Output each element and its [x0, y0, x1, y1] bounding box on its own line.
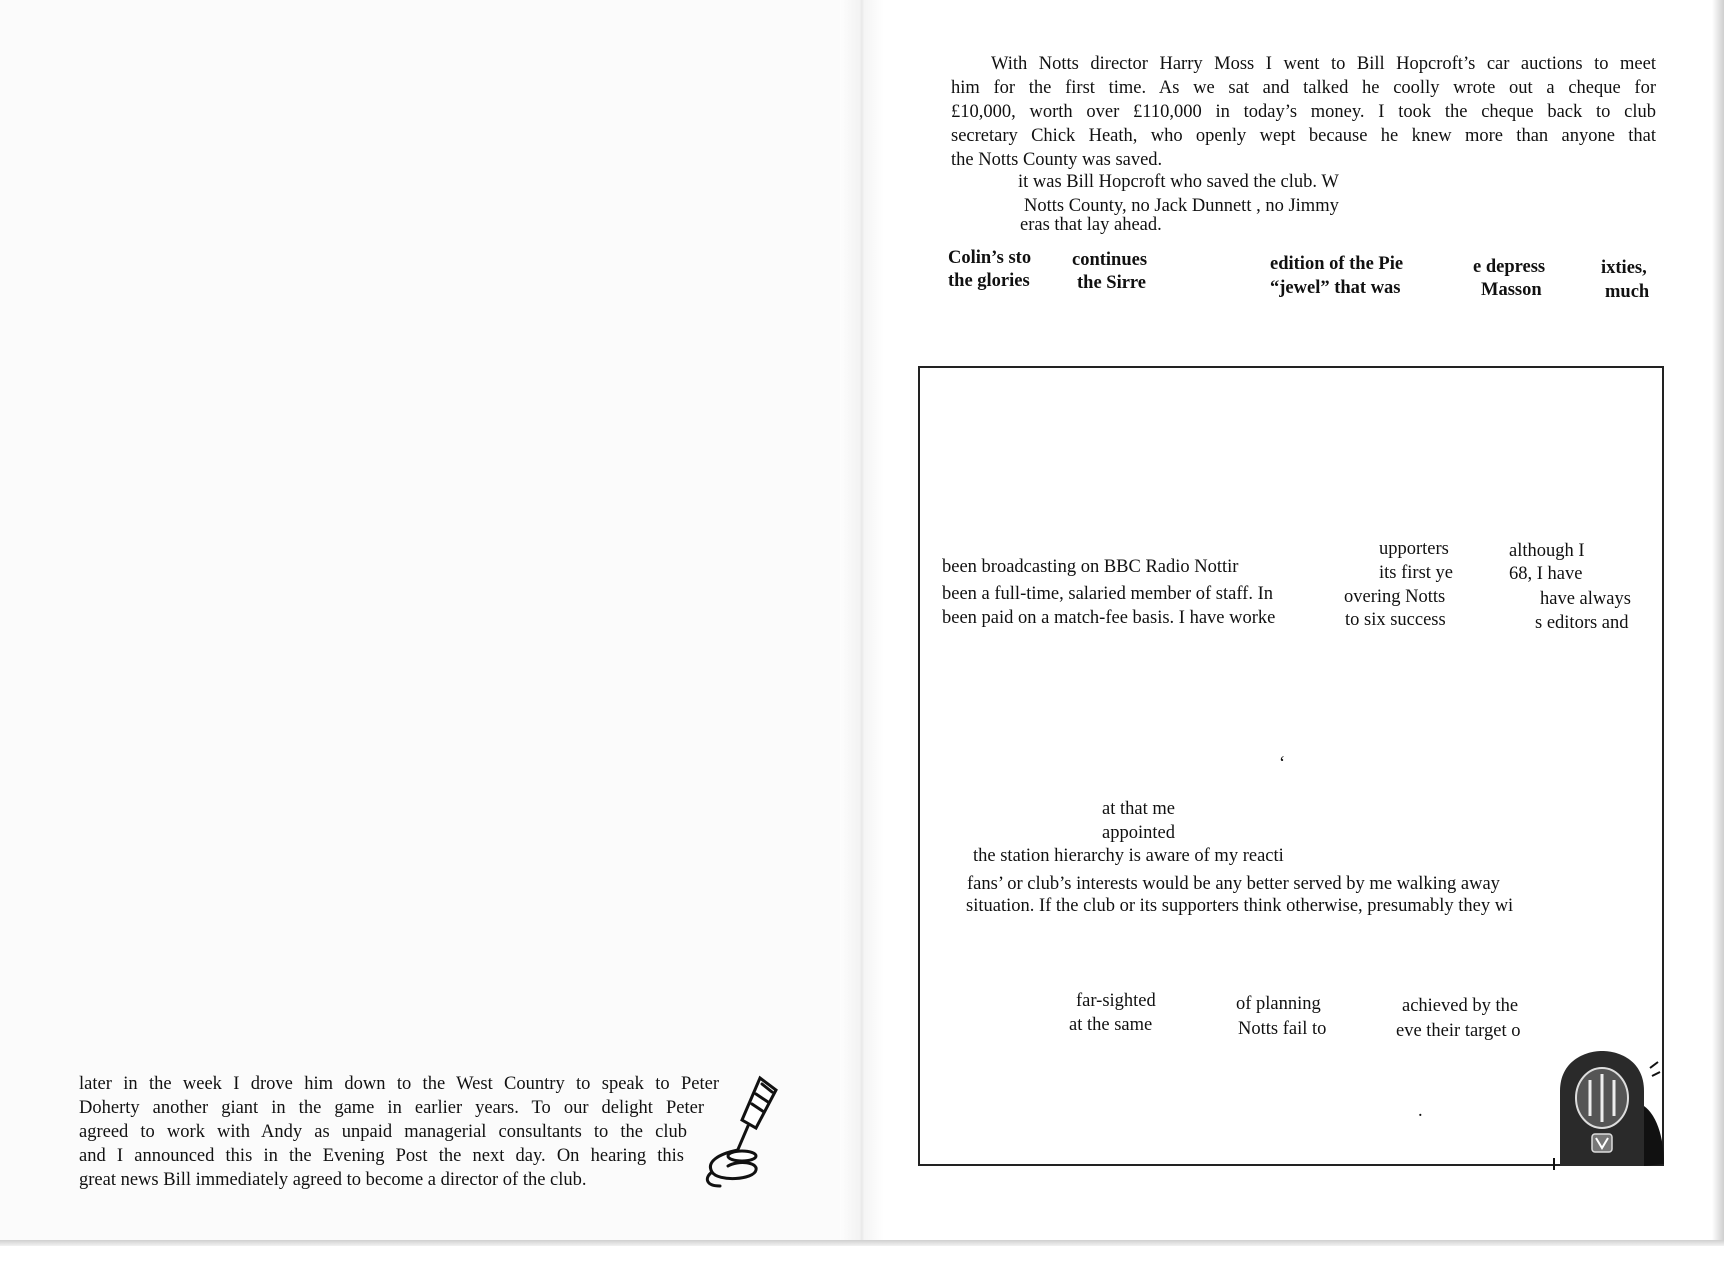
caption-fragment: continues — [1072, 250, 1148, 270]
text-line: of planning — [1236, 994, 1321, 1014]
text-line: at that me — [1102, 799, 1175, 819]
stray-mark: ‘ — [1279, 754, 1286, 774]
text-line: eras that lay ahead. — [1020, 215, 1162, 235]
caption-fragment: the Sirre — [1077, 273, 1147, 293]
caption-fragment: the glories — [948, 271, 1030, 291]
page-edge-shadow — [1712, 0, 1724, 1245]
text-line: been a full-time, salaried member of staff. In — [942, 584, 1273, 604]
text-line: fans’ or club’s interests would be any better served by me walking away — [967, 874, 1500, 894]
text-line: to six success — [1345, 610, 1446, 630]
text-line: Notts fail to — [1238, 1019, 1327, 1039]
text-line: its first ye — [1379, 563, 1453, 583]
text-line: him for the first time. As we sat and talked he coolly wrote out a cheque for — [951, 78, 1656, 98]
text-line: been paid on a match-fee basis. I have worke — [942, 608, 1276, 628]
left-page — [0, 0, 862, 1245]
text-line: although I — [1509, 541, 1585, 561]
text-line: great news Bill immediately agreed to become a director of the club. — [79, 1170, 587, 1190]
text-line: later in the week I drove him down to the West Country to speak to Peter — [79, 1074, 719, 1094]
text-line: appointed — [1102, 823, 1175, 843]
text-line: been broadcasting on BBC Radio Nottir — [942, 557, 1239, 577]
text-line: the station hierarchy is aware of my reacti — [973, 846, 1284, 866]
text-line: situation. If the club or its supporters think otherwise, presumably they wi — [966, 896, 1514, 916]
caption-fragment: Masson — [1481, 280, 1542, 300]
text-line: it was Bill Hopcroft who saved the club. W — [1018, 172, 1339, 192]
text-line: secretary Chick Heath, who openly wept because he knew more than anyone that — [951, 126, 1656, 146]
caption-fragment: Colin’s sto — [948, 248, 1032, 268]
stray-dot: . — [1418, 1101, 1423, 1121]
caption-fragment: “jewel” that was — [1270, 278, 1401, 298]
bottom-page-edge — [0, 1240, 1724, 1246]
text-line: With Notts director Harry Moss I went to Bill Hopcroft’s car auctions to meet — [991, 54, 1656, 74]
text-line: overing Notts — [1344, 587, 1446, 607]
text-line: have always — [1540, 589, 1631, 609]
caption-fragment: ixties, — [1601, 258, 1647, 278]
vintage-radio-icon — [1540, 1046, 1670, 1176]
book-gutter — [840, 0, 884, 1245]
text-line: the Notts County was saved. — [951, 150, 1163, 170]
text-line: agreed to work with Andy as unpaid managerial consultants to the club — [79, 1122, 687, 1142]
caption-fragment: e depress — [1473, 257, 1546, 277]
microphone-icon — [698, 1070, 784, 1190]
text-line: eve their target o — [1396, 1021, 1521, 1041]
text-line: Doherty another giant in the game in earlier years. To our delight Peter — [79, 1098, 704, 1118]
text-line: achieved by the — [1402, 996, 1519, 1016]
caption-fragment: much — [1605, 282, 1650, 302]
text-line: and I announced this in the Evening Post the next day. On hearing this — [79, 1146, 684, 1166]
text-line: at the same — [1069, 1015, 1153, 1035]
text-line: Notts County, no Jack Dunnett , no Jimmy — [1024, 196, 1339, 216]
text-line: far-sighted — [1076, 991, 1156, 1011]
text-line: s editors and — [1535, 613, 1629, 633]
text-line: upporters — [1379, 539, 1449, 559]
text-line: 68, I have — [1509, 564, 1583, 584]
caption-fragment: edition of the Pie — [1270, 254, 1404, 274]
text-line: £10,000, worth over £110,000 in today’s money. I took the cheque back to club — [951, 102, 1656, 122]
